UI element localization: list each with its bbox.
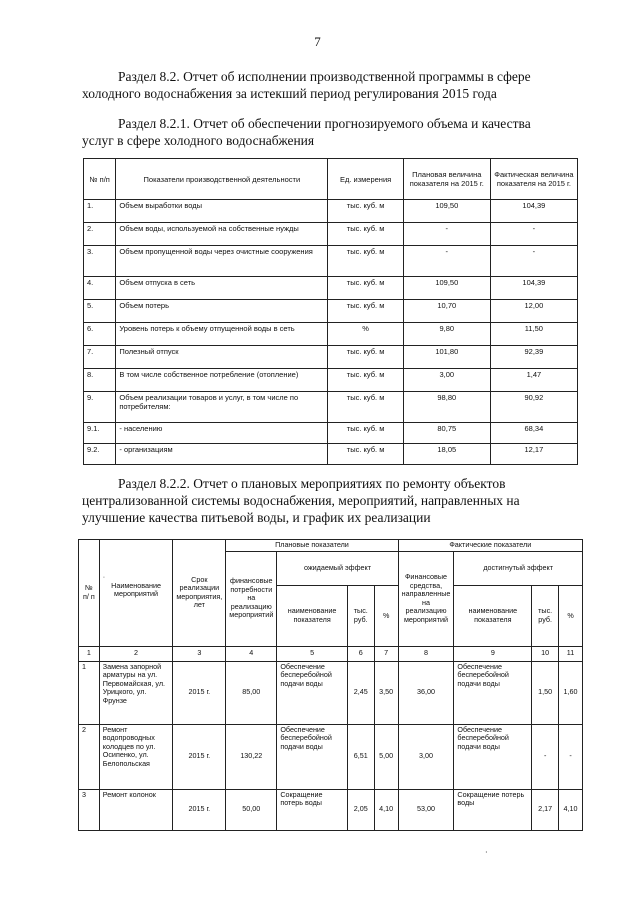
table-row <box>79 724 583 789</box>
row-planned: 98,80 <box>403 392 490 423</box>
table-row <box>84 346 578 369</box>
row-term: 2015 г. <box>173 661 226 724</box>
achieved-effect-header: достигнутый эффект <box>454 551 583 586</box>
row-rub-actual: 2,17 <box>532 789 559 830</box>
row-fin-planned: 50,00 <box>226 789 277 830</box>
row-indicator: Объем потерь <box>116 300 328 323</box>
row-unit: тыс. куб. м <box>328 369 403 392</box>
row-indicator: Объем выработки воды <box>116 200 328 223</box>
row-num: 7. <box>84 346 116 369</box>
column-number: 6 <box>347 646 374 661</box>
row-actual: 1,47 <box>490 369 577 392</box>
row-activity-name: Ремонт водопроводных колодцев по ул. Осипенко, ул. Белопольская <box>99 724 173 789</box>
table-row <box>84 246 578 277</box>
col-name-header <box>99 540 173 647</box>
row-indicator: Объем реализации товаров и услуг, в том числе по потребителям: <box>116 392 328 423</box>
col-pct2-header: % <box>559 586 583 646</box>
column-number: 2 <box>99 646 173 661</box>
heading-line: услуг в сфере холодного водоснабжения <box>82 133 315 148</box>
table-header-row <box>84 159 578 200</box>
col-rub2-header: тыс. руб. <box>532 586 559 646</box>
row-actual: 11,50 <box>490 323 577 346</box>
row-unit: тыс. куб. м <box>328 346 403 369</box>
table-row <box>84 277 578 300</box>
row-unit: тыс. куб. м <box>328 392 403 423</box>
row-num: 9. <box>84 392 116 423</box>
heading-line: улучшение качества питьевой воды, и график их реализации <box>82 510 431 525</box>
row-effect-actual: Сокращение потерь воды <box>454 789 532 830</box>
row-num: 2. <box>84 223 116 246</box>
row-planned: 10,70 <box>403 300 490 323</box>
heading-line: холодного водоснабжения за истекший период регулирования 2015 года <box>82 86 497 101</box>
row-effect-planned: Сокращение потерь воды <box>277 789 348 830</box>
row-effect-planned: Обеспечение бесперебойной подачи воды <box>277 661 348 724</box>
row-indicator: Объем воды, используемой на собственные нужды <box>116 223 328 246</box>
row-unit: тыс. куб. м <box>328 423 403 444</box>
row-rub-planned: 2,45 <box>347 661 374 724</box>
row-num: 9.1. <box>84 423 116 444</box>
table-row <box>84 300 578 323</box>
row-planned: 18,05 <box>403 444 490 465</box>
row-fin-actual: 36,00 <box>398 661 454 724</box>
row-indicator: - организациям <box>116 444 328 465</box>
row-indicator: В том числе собственное потребление (отопление) <box>116 369 328 392</box>
actual-group-header: Фактические показатели <box>398 540 582 552</box>
row-unit: % <box>328 323 403 346</box>
row-num: 1 <box>79 661 100 724</box>
col-indicator-header: Показатели производственной деятельности <box>116 159 328 200</box>
row-unit: тыс. куб. м <box>328 300 403 323</box>
row-effect-actual: Обеспечение бесперебойной подачи воды <box>454 661 532 724</box>
row-fin-planned: 130,22 <box>226 724 277 789</box>
section-8-2-2-heading <box>82 475 562 526</box>
column-number: 4 <box>226 646 277 661</box>
table-row <box>84 392 578 423</box>
row-actual: 104,39 <box>490 200 577 223</box>
expected-effect-header: ожидаемый эффект <box>277 551 398 586</box>
repair-activities-table <box>78 539 583 831</box>
row-num: 6. <box>84 323 116 346</box>
row-unit: тыс. куб. м <box>328 223 403 246</box>
row-indicator: - населению <box>116 423 328 444</box>
row-indicator: Полезный отпуск <box>116 346 328 369</box>
column-number-row <box>79 646 583 661</box>
row-activity-name: Замена запорной арматуры на ул. Первомайская, ул. Урицкого, ул. Фрунзе <box>99 661 173 724</box>
col-pct-header: % <box>374 586 398 646</box>
row-num: 5. <box>84 300 116 323</box>
heading-line: Раздел 8.2.2. Отчет о плановых мероприятиях по ремонту объектов <box>118 476 506 491</box>
row-actual: 90,92 <box>490 392 577 423</box>
col-term-header: Срок реализации мероприятия, лет <box>173 540 226 647</box>
production-indicators-table <box>83 158 578 465</box>
table-row <box>79 661 583 724</box>
row-num: 4. <box>84 277 116 300</box>
col-fin-needs-header: финансовые потребности на реализацию мероприятий <box>226 551 277 646</box>
row-fin-planned: 85,00 <box>226 661 277 724</box>
row-actual: - <box>490 223 577 246</box>
row-num: 8. <box>84 369 116 392</box>
row-rub-planned: 2,05 <box>347 789 374 830</box>
row-num: 3 <box>79 789 100 830</box>
row-planned: - <box>403 246 490 277</box>
row-planned: 3,00 <box>403 369 490 392</box>
row-pct-planned: 3,50 <box>374 661 398 724</box>
column-number: 3 <box>173 646 226 661</box>
row-actual: 12,00 <box>490 300 577 323</box>
row-term: 2015 г. <box>173 789 226 830</box>
table-row <box>84 423 578 444</box>
row-rub-actual: 1,50 <box>532 661 559 724</box>
row-actual: 104,39 <box>490 277 577 300</box>
row-num: 2 <box>79 724 100 789</box>
col-num-header: № п/ п <box>79 540 100 647</box>
col-num-header: № п/п <box>84 159 116 200</box>
table-row <box>84 223 578 246</box>
col-unit-header: Ед. измерения <box>328 159 403 200</box>
row-unit: тыс. куб. м <box>328 246 403 277</box>
section-8-2-heading <box>82 68 558 102</box>
row-rub-planned: 6,51 <box>347 724 374 789</box>
planned-group-header: Плановые показатели <box>226 540 398 552</box>
row-planned: - <box>403 223 490 246</box>
column-number: 5 <box>277 646 348 661</box>
heading-line: Раздел 8.2.1. Отчет об обеспечении прогнозируемого объема и качества <box>118 116 531 131</box>
page-number: 7 <box>314 34 321 49</box>
column-number: 7 <box>374 646 398 661</box>
row-pct-actual: 4,10 <box>559 789 583 830</box>
col-actual-header: Фактическая величина показателя на 2015 г. <box>490 159 577 200</box>
col-planned-header: Плановая величина показателя на 2015 г. <box>403 159 490 200</box>
row-unit: тыс. куб. м <box>328 200 403 223</box>
column-number: 10 <box>532 646 559 661</box>
table-row <box>84 323 578 346</box>
row-indicator: Объем отпуска в сеть <box>116 277 328 300</box>
row-indicator: Уровень потерь к объему отпущенной воды в сеть <box>116 323 328 346</box>
row-effect-planned: Обеспечение бесперебойной подачи воды <box>277 724 348 789</box>
row-unit: тыс. куб. м <box>328 277 403 300</box>
column-number: 9 <box>454 646 532 661</box>
header-dot: · <box>102 572 106 581</box>
row-effect-actual: Обеспечение бесперебойной подачи воды <box>454 724 532 789</box>
column-number: 11 <box>559 646 583 661</box>
row-planned: 101,80 <box>403 346 490 369</box>
row-planned: 80,75 <box>403 423 490 444</box>
row-actual: 68,34 <box>490 423 577 444</box>
row-pct-planned: 5,00 <box>374 724 398 789</box>
col-ind-name-header: наименование показателя <box>277 586 348 646</box>
row-pct-actual: 1,60 <box>559 661 583 724</box>
row-planned: 9,80 <box>403 323 490 346</box>
row-pct-actual: - <box>559 724 583 789</box>
row-unit: тыс. куб. м <box>328 444 403 465</box>
row-actual: 92,39 <box>490 346 577 369</box>
row-num: 9.2. <box>84 444 116 465</box>
footer-mark: · <box>485 848 488 857</box>
row-num: 1. <box>84 200 116 223</box>
row-actual: - <box>490 246 577 277</box>
heading-line: Раздел 8.2. Отчет об исполнении производственной программы в сфере <box>118 69 531 84</box>
row-activity-name: Ремонт колонок <box>99 789 173 830</box>
table-row <box>84 200 578 223</box>
col-fin-spent-header: Финансовые средства, направленные на реализацию мероприятий <box>398 551 454 646</box>
heading-line: централизованной системы водоснабжения, мероприятий, направленных на <box>82 493 520 508</box>
row-fin-actual: 3,00 <box>398 724 454 789</box>
row-num: 3. <box>84 246 116 277</box>
col-name-label: Наименование мероприятий <box>111 580 161 598</box>
col-rub-header: тыс. руб. <box>347 586 374 646</box>
table-row <box>84 369 578 392</box>
row-term: 2015 г. <box>173 724 226 789</box>
row-planned: 109,50 <box>403 200 490 223</box>
row-actual: 12,17 <box>490 444 577 465</box>
row-indicator: Объем пропущенной воды через очистные сооружения <box>116 246 328 277</box>
table-row <box>79 789 583 830</box>
column-number: 1 <box>79 646 100 661</box>
table-row <box>84 444 578 465</box>
row-pct-planned: 4,10 <box>374 789 398 830</box>
row-planned: 109,50 <box>403 277 490 300</box>
row-rub-actual: - <box>532 724 559 789</box>
table-header-row <box>79 540 583 552</box>
col-ind-name2-header: наименование показателя <box>454 586 532 646</box>
column-number: 8 <box>398 646 454 661</box>
row-fin-actual: 53,00 <box>398 789 454 830</box>
section-8-2-1-heading <box>82 115 558 149</box>
